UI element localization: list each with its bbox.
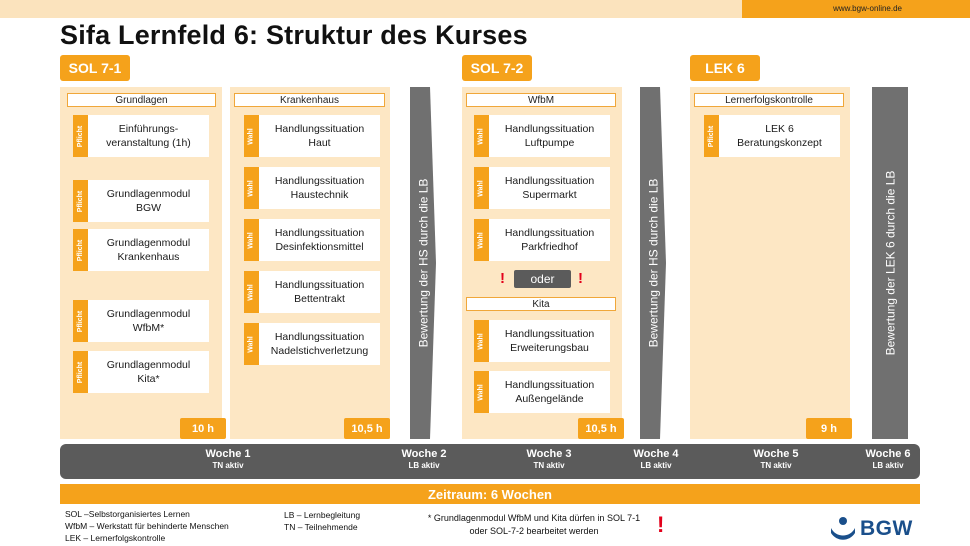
legend-abbreviations-2	[284, 510, 360, 534]
top-decor-bar	[0, 0, 742, 18]
card-hs-parkfriedhof	[474, 219, 610, 261]
week-3: Woche 3 TN aktiv	[526, 448, 572, 470]
hours-badge-grundlagen: 10 h	[180, 418, 226, 439]
card-hs-supermarkt	[474, 167, 610, 209]
wahl-tag: Wahl	[474, 219, 489, 261]
legend-item: WfbM – Werkstatt für behinderte Menschen	[65, 520, 229, 531]
assessment-hs-arrow-1	[410, 87, 436, 439]
footnote: * Grundlagenmodul WfbM und Kita dürfen in SOL 7-1 oder SOL-7-2 bearbeitet werden	[427, 513, 641, 536]
assessment-label: Bewertung der HS durch die LB	[646, 178, 661, 348]
card-label: Handlungssituation Haustechnik	[274, 174, 365, 201]
wahl-tag: Wahl	[474, 320, 489, 362]
assessment-label: Bewertung der LEK 6 durch die LB	[883, 170, 897, 356]
pflicht-tag: Pflicht	[704, 115, 719, 157]
bgw-emblem-icon	[830, 516, 856, 542]
panel-heading-grundlagen: Grundlagen	[67, 93, 216, 107]
legend-item: LEK – Lernerfolgskontrolle	[65, 532, 166, 543]
pflicht-tag: Pflicht	[73, 300, 88, 342]
sol-7-2-label: SOL 7-2	[462, 55, 532, 81]
hours-badge-krankenhaus: 10,5 h	[344, 418, 390, 439]
wahl-tag: Wahl	[474, 371, 489, 413]
card-label: LEK 6 Beratungskonzept	[737, 122, 822, 149]
wahl-tag: Wahl	[244, 167, 259, 209]
oder-separator: oder	[514, 270, 571, 288]
week-2: Woche 2 LB aktiv	[401, 448, 447, 470]
assessment-hs-arrow-2	[640, 87, 666, 439]
card-grundlagenmodul-kita	[73, 351, 209, 393]
card-einfuehrungsveranstaltung	[73, 115, 209, 157]
panel-heading-kita: Kita	[466, 297, 616, 311]
pflicht-tag: Pflicht	[73, 115, 88, 157]
sol-7-1-label: SOL 7-1	[60, 55, 130, 81]
panel-heading-krankenhaus: Krankenhaus	[234, 93, 385, 107]
assessment-lek-arrow	[872, 87, 908, 439]
wahl-tag: Wahl	[244, 115, 259, 157]
exclamation-icon: !	[657, 512, 665, 537]
card-label: Handlungssituation Nadelstichverletzung	[270, 330, 369, 357]
week-4: Woche 4 LB aktiv	[633, 448, 679, 470]
bgw-logo-text: BGW	[860, 517, 913, 540]
legend-item: SOL –Selbstorganisiertes Lernen	[65, 509, 190, 519]
zeitraum-bar: Zeitraum: 6 Wochen	[60, 484, 920, 504]
week-1: Woche 1 TN aktiv	[205, 448, 251, 470]
card-hs-luftpumpe	[474, 115, 610, 157]
card-lek-6	[704, 115, 840, 157]
card-hs-nadelstichverletzung	[244, 323, 380, 365]
exclamation-icon: !	[578, 270, 583, 287]
card-label: Handlungssituation Luftpumpe	[504, 122, 595, 149]
panel-heading-lek: Lernerfolgskontrolle	[694, 93, 844, 107]
card-hs-erweiterungsbau	[474, 320, 610, 362]
panel-heading-wfbm: WfbM	[466, 93, 616, 107]
exclamation-icon: !	[500, 270, 505, 287]
week-6: Woche 6 LB aktiv	[865, 448, 911, 470]
card-label: Grundlagenmodul Krankenhaus	[106, 236, 191, 263]
card-label: Handlungssituation Haut	[274, 122, 365, 149]
card-label: Grundlagenmodul WfbM*	[106, 307, 191, 334]
pflicht-tag: Pflicht	[73, 229, 88, 271]
assessment-label: Bewertung der HS durch die LB	[416, 178, 431, 348]
card-label: Grundlagenmodul Kita*	[106, 358, 191, 385]
wahl-tag: Wahl	[244, 323, 259, 365]
wahl-tag: Wahl	[244, 271, 259, 313]
card-hs-haut	[244, 115, 380, 157]
pflicht-tag: Pflicht	[73, 351, 88, 393]
card-label: Handlungssituation Supermarkt	[504, 174, 595, 201]
card-hs-aussengelaende	[474, 371, 610, 413]
card-grundlagenmodul-bgw	[73, 180, 209, 222]
wahl-tag: Wahl	[474, 115, 489, 157]
card-label: Handlungssituation Parkfriedhof	[504, 226, 595, 253]
card-label: Handlungssituation Bettentrakt	[274, 278, 365, 305]
website-url: www.bgw-online.de	[833, 4, 902, 13]
card-grundlagenmodul-krankenhaus	[73, 229, 209, 271]
legend-abbreviations-1	[65, 509, 229, 545]
bgw-logo	[830, 514, 913, 544]
card-grundlagenmodul-wfbm	[73, 300, 209, 342]
pflicht-tag: Pflicht	[73, 180, 88, 222]
wahl-tag: Wahl	[244, 219, 259, 261]
legend-item: TN – Teilnehmende	[284, 521, 358, 532]
card-label: Handlungssituation Außengelände	[504, 378, 595, 405]
card-label: Grundlagenmodul BGW	[106, 187, 191, 214]
card-hs-desinfektionsmittel	[244, 219, 380, 261]
wahl-tag: Wahl	[474, 167, 489, 209]
page-title: Sifa Lernfeld 6: Struktur des Kurses	[60, 20, 528, 50]
card-hs-bettentrakt	[244, 271, 380, 313]
card-label: Einführungs- veranstaltung (1h)	[106, 122, 191, 149]
card-label: Handlungssituation Desinfektionsmittel	[274, 226, 365, 253]
legend-item: LB – Lernbegleitung	[284, 510, 361, 520]
week-5: Woche 5 TN aktiv	[753, 448, 799, 470]
card-label: Handlungssituation Erweiterungsbau	[504, 327, 595, 354]
card-hs-haustechnik	[244, 167, 380, 209]
hours-badge-lek: 9 h	[806, 418, 852, 439]
lek-6-label: LEK 6	[690, 55, 760, 81]
hours-badge-wfbm-kita: 10,5 h	[578, 418, 624, 439]
